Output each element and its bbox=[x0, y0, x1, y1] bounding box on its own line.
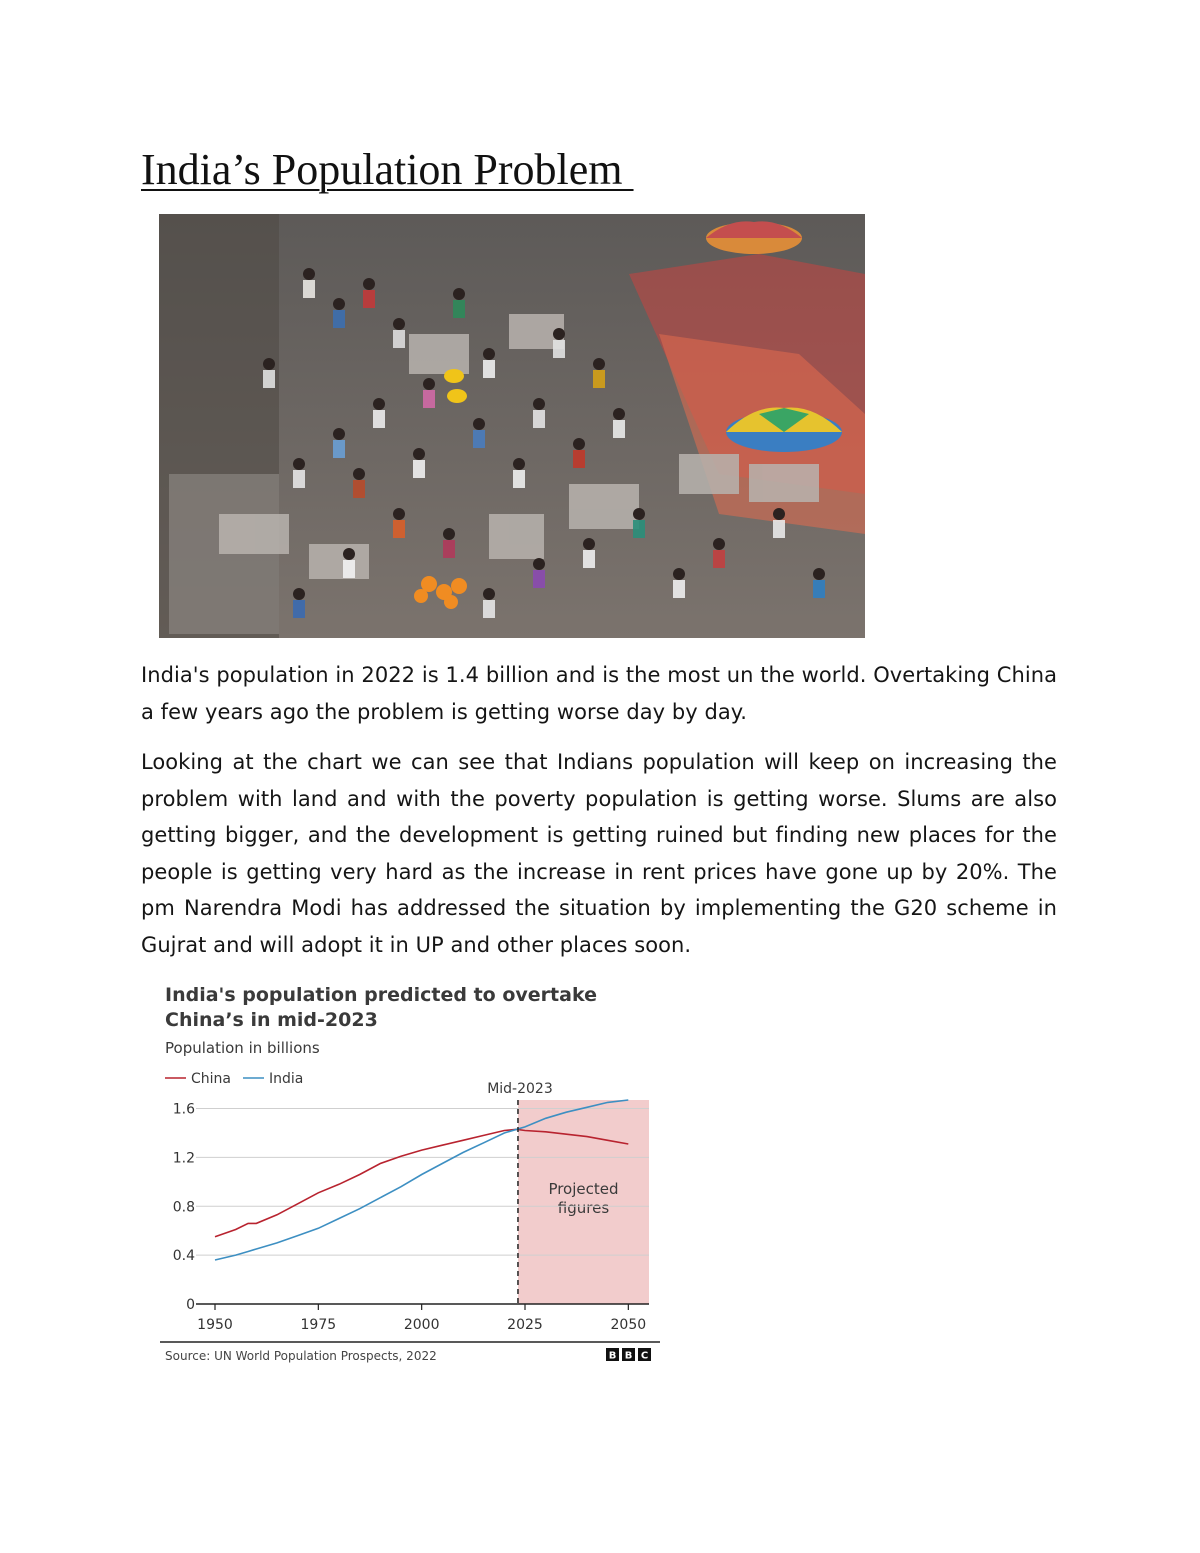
population-chart bbox=[158, 976, 668, 1368]
y-tick-label: 1.2 bbox=[172, 1150, 195, 1167]
chart-title-line-2: China’s in mid-2023 bbox=[165, 1009, 378, 1031]
x-tick-label: 2000 bbox=[403, 1317, 440, 1333]
bbc-logo-letter-3: C bbox=[640, 1350, 649, 1362]
legend-label-china: China bbox=[191, 1071, 231, 1087]
chart-subtitle: Population in billions bbox=[165, 1039, 320, 1057]
paragraph-intro: India's population in 2022 is 1.4 billion and is the most un the world. Overtaking China a few years ago the problem is getting worse day by day. bbox=[141, 663, 1057, 724]
bbc-logo-letter-2: B bbox=[624, 1350, 633, 1362]
photo-illustration bbox=[159, 214, 865, 638]
bbc-logo-letter-1: B bbox=[608, 1350, 617, 1362]
bbc-logo bbox=[606, 1348, 651, 1362]
projected-label-line-2: figures bbox=[557, 1199, 610, 1217]
page-title: India’s Population Problem bbox=[141, 145, 634, 194]
x-tick-label: 1975 bbox=[300, 1317, 337, 1333]
mid-2023-marker-label: Mid-2023 bbox=[487, 1081, 553, 1097]
projected-label-line-1: Projected bbox=[548, 1180, 619, 1198]
chart-title-line-1: India's population predicted to overtake bbox=[165, 984, 597, 1006]
chart-legend bbox=[165, 1071, 303, 1087]
x-tick-label: 2025 bbox=[507, 1317, 543, 1333]
x-tick-label: 2050 bbox=[610, 1317, 647, 1333]
legend-label-india: India bbox=[269, 1071, 304, 1087]
chart-x-tick-labels bbox=[197, 1304, 646, 1333]
crowded-market-photo bbox=[159, 214, 865, 638]
chart-source: Source: UN World Population Prospects, 2022 bbox=[165, 1349, 437, 1363]
paragraph-chart-analysis: Looking at the chart we can see that Indians population will keep on increasing the problem with land and with the poverty population is getting worse. Slums are also getting bigger, and the development is getting ruined but finding new places for the people is getting very hard as the increase in rent prices have gone up by 20%. The pm Narendra Modi has addressed the situation by implementing the G20 scheme in Gujrat and will adopt it in UP and other places soon. bbox=[141, 750, 1057, 957]
population-chart-svg bbox=[158, 976, 668, 1368]
y-tick-label: 0.4 bbox=[172, 1248, 195, 1265]
y-tick-label: 1.6 bbox=[172, 1101, 195, 1118]
y-tick-label: 0.8 bbox=[172, 1199, 195, 1216]
chart-y-tick-labels bbox=[173, 1102, 195, 1313]
x-tick-label: 1950 bbox=[197, 1317, 233, 1333]
y-tick-label: 0 bbox=[186, 1297, 195, 1313]
